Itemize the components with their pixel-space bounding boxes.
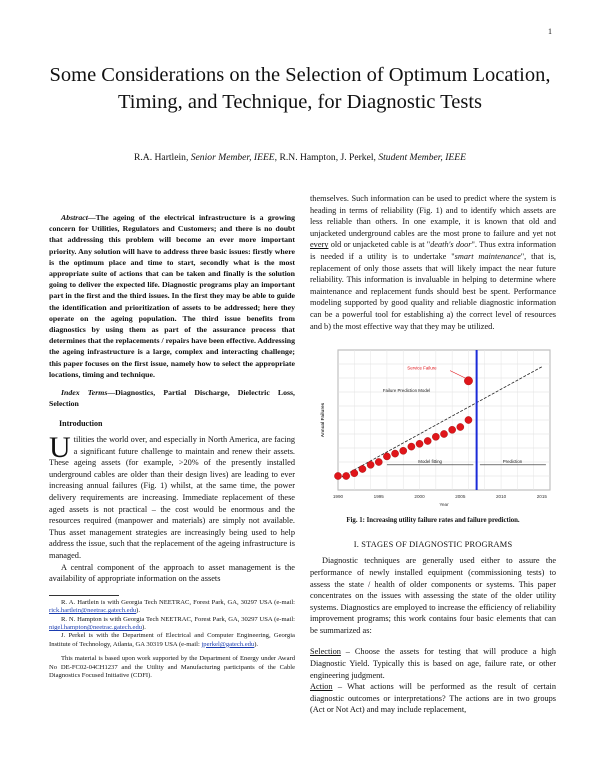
rp1-smart-maintenance: smart maintenance	[454, 251, 521, 261]
failure-point	[457, 424, 464, 431]
drop-cap: U	[49, 431, 71, 465]
failure-point	[465, 417, 472, 424]
paper-title: Some Considerations on the Selection of Optimum Location, Timing, and Technique, for Diagnostic Tests	[49, 64, 551, 113]
failure-outlier-point	[464, 377, 472, 385]
rp1-d: ", that is, replacement of only those assets that will likely impact the near future reliability. This information is invaluable in helping to determine where maintenance and replacement funds should best be spent. Performance modeling supported by good quality and reliable diagnostic information can be a powerful tool for establishing a) the correct level of resources and b) the most effective way that they may be utilized.	[310, 251, 557, 331]
author-1-role: Senior Member, IEEE	[190, 152, 275, 163]
action-item	[310, 681, 556, 716]
left-column	[49, 212, 295, 680]
failure-point	[416, 440, 423, 447]
failure-point	[449, 426, 456, 433]
footnote-3-email[interactable]: jperkel@gatech.edu	[201, 640, 255, 648]
figure-1	[310, 342, 556, 512]
action-text: – What actions will be performed as the result of certain diagnostic outcomes or interpretations? The actions are in two groups (Act or Not Act) and may include replacement,	[310, 682, 556, 715]
failure-point	[432, 433, 439, 440]
failure-point	[400, 447, 407, 454]
footnote-2-text: R. N. Hampton is with Georgia Tech NEETRAC, Forest Park, GA, 30297 USA (e-mail:	[61, 615, 295, 623]
footnote-3-text: J. Perkel is with the Department of Electrical and Computer Engineering, Georgia Institute of Technology, Atlanta, GA 30319 USA (e-mail:	[49, 632, 295, 648]
footnote-rule	[49, 595, 119, 596]
selection-item	[310, 646, 556, 681]
failure-point	[334, 473, 341, 480]
author-3-role: Student Member, IEEE	[378, 152, 466, 163]
failure-point	[408, 443, 415, 450]
failure-chart	[310, 342, 556, 512]
prediction-label: Prediction	[502, 458, 523, 464]
x-tick-label: 2000	[414, 494, 425, 500]
index-terms-label: Index Terms	[61, 388, 108, 398]
failure-point	[383, 453, 390, 460]
footnote-2-end: ).	[142, 623, 146, 631]
x-tick-label: 1995	[373, 494, 384, 500]
index-terms-text: —Diagnostics, Partial Discharge, Dielectric Loss, Selection	[49, 388, 296, 409]
footnote-1-end: ).	[136, 607, 141, 615]
failure-point	[440, 431, 447, 438]
footnote-1-text: R. A. Hartlein is with Georgia Tech NEETRAC, Forest Park, GA, 30297 USA (e-mail:	[61, 598, 295, 606]
selection-label: Selection	[310, 647, 341, 657]
selection-text: – Choose the assets for testing that will produce a high Diagnostic Yield. Typically this is based on age, failure rate, or other engineering judgment.	[310, 647, 556, 680]
action-label: Action	[310, 682, 333, 692]
failure-point	[391, 450, 398, 457]
intro-paragraph-1	[49, 431, 295, 562]
section-heading: I. STAGES OF DIAGNOSTIC PROGRAMS	[353, 539, 513, 549]
footnote-1	[49, 599, 295, 616]
footnote-2-email[interactable]: nigel.hampton@neetrac.gatech.edu	[49, 623, 143, 631]
service-failure-label: Service Failure	[407, 365, 437, 371]
rp1-b: old or unjacketed cable is at "	[328, 240, 431, 250]
failure-point	[375, 459, 382, 466]
abstract	[49, 212, 295, 380]
x-tick-label: 1990	[332, 494, 344, 500]
figure-caption: Fig. 1: Increasing utility failure rates and failure prediction.	[346, 517, 520, 525]
failure-point	[359, 466, 366, 473]
rp1-deaths-door: death's door	[430, 240, 472, 250]
footnote-3-end: ).	[254, 640, 259, 648]
footnote-1-email[interactable]: rick.hartlein@neetrac.gatech.edu	[49, 607, 137, 615]
model-fitting-label: Model fitting	[418, 458, 442, 464]
page-number: 1	[548, 27, 552, 36]
abstract-label: Abstract	[61, 213, 88, 222]
intro-heading: Introduction	[59, 419, 103, 429]
intro-paragraph-2: A central component of the approach to asset management is the availability of appropriate information on the assets	[49, 562, 295, 584]
abstract-text: —The ageing of the electrical infrastructure is a growing concern for Utilities, Regulators and Customers; and there is no doubt that addressing this problem will become an ever more important priority. Any solution will have to address three basic issues: firstly where is the optimum place and time to start, secondly what is the most appropriate suite of actions that can be taken and finally is the solution going to deliver the expected life. Diagnostic programs play an important part in the first and the third issues. In the first they may be able to guide the identification and prioritization of assets to be addressed; here they operate on the ageing population. The third issue benefits from diagnostics by using them as part of the assurance process that determines that the replacements / repairs have been effective. Addressing the ageing infrastructure is a large, complex and interacting challenge; this paper focuses on the first issue, namely how to select the appropriate locations, timing and technique.	[49, 213, 295, 379]
author-1: R.A. Hartlein,	[133, 152, 191, 163]
intro-p1-text: tilities the world over, and especially in North America, are facing a significant future challenge to maintain and renew their assets. These ageing assets (for example, >20% of the presently installed underground cables are older than their design lives) are leading to ever increasing annual failures (Fig. 1) whilst, at the same time, the power delivery requirements are increasing. Immediate replacement of these aged assets is not practical – the cost would be enormous and the resources required (manpower and materials) are simply not available. Thus asset management strategies are increasingly being used to help address the issue, such that the replacement of the ageing infrastructure is managed.	[49, 435, 295, 560]
rp1-a: themselves. Such information can be used to predict where the system is heading in terms of reliability (Fig. 1) and to identify which assets are less reliable than others. In one example, it is known that old and unjacketed underground cables are the most prone to failure and yet not	[310, 194, 556, 238]
x-axis-label: Year	[439, 502, 449, 508]
x-tick-label: 2015	[536, 494, 547, 500]
footnote-2	[49, 616, 295, 633]
footnote-funding: This material is based upon work supported by the Department of Energy under Award No DE-FC02-04CH1237 and the Utility and Manufacturing participants of the Cable Diagnostics Focused Initiative (CDFI).	[49, 655, 295, 680]
footnote-3	[49, 632, 295, 649]
failure-point	[367, 461, 374, 468]
prediction-model-label: Failure Prediction Model	[382, 388, 431, 394]
failure-point	[424, 438, 431, 445]
rp1-c: ". Thus extra information is needed if a utility is to undertake "	[310, 240, 556, 261]
failure-point	[351, 470, 358, 477]
failure-point	[343, 473, 350, 480]
index-terms	[49, 387, 295, 409]
right-paragraph-2: Diagnostic techniques are generally used either to assure the performance of newly installed equipment (commissioning tests) to assess the state / health of older components or systems. This paper concentrates on the issues with assessing the state of the older utility systems. Diagnostics are employed to increase the efficiency of reliability improvement programs; this work contains four basic elements that can be summarized as:	[310, 556, 556, 635]
x-tick-label: 2005	[455, 494, 466, 500]
rp1-every: every	[310, 240, 329, 250]
right-paragraph-1	[310, 193, 556, 332]
x-tick-label: 2010	[495, 494, 507, 500]
author-2-3: , R.N. Hampton, J. Perkel,	[274, 152, 379, 163]
author-line	[40, 152, 560, 163]
y-axis-label: Annual Failures	[320, 402, 325, 438]
right-column	[310, 193, 556, 716]
